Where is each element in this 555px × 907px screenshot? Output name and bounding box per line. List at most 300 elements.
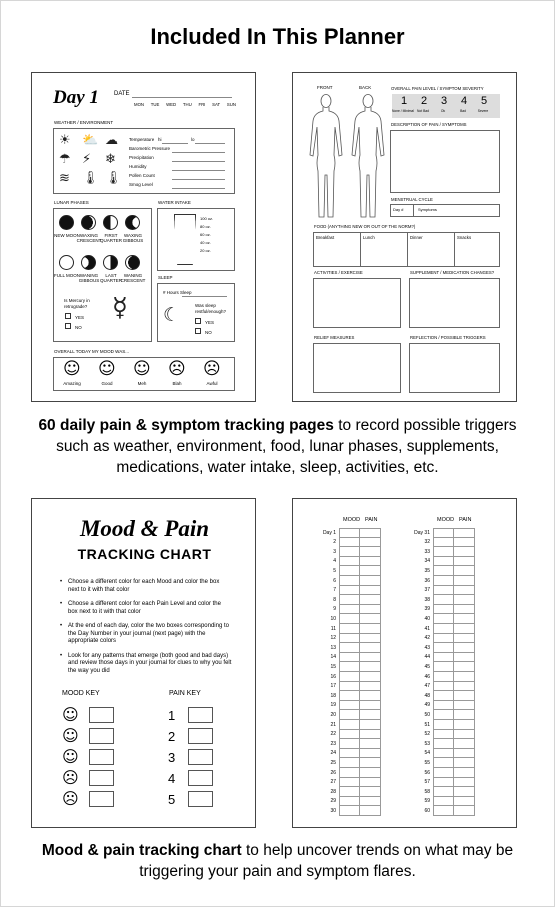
water-mark-label: 60 oz. [200, 232, 211, 237]
grid-pain-header-right: PAIN [459, 517, 472, 523]
severity-level-number: 4 [460, 95, 468, 107]
top-caption-bold: 60 daily pain & symptom tracking pages [38, 417, 334, 434]
pain-cell [360, 730, 381, 740]
instruction-item: • At the end of each day, color the two boxes corresponding to the Day Number in your journal (next page) with the appropriate colors [60, 623, 232, 646]
pain-cell [360, 605, 381, 615]
day-number-label: 58 [424, 788, 430, 795]
pain-cell [454, 778, 475, 788]
rain-icon: ☂ [59, 152, 71, 167]
weather-field-line [172, 179, 225, 180]
weather-field-line [172, 188, 225, 189]
day-number-label: 17 [330, 683, 336, 690]
pain-cell [454, 595, 475, 605]
mood-cell [433, 576, 454, 586]
mood-face-good-icon: ☺ [98, 359, 116, 379]
day-number-label: 7 [333, 587, 336, 594]
mood-cell [339, 538, 360, 548]
mood-cell [339, 768, 360, 778]
mood-cell [339, 643, 360, 653]
mood-label: Blah [172, 381, 182, 386]
meal-divider [454, 232, 455, 267]
pain-cell [454, 691, 475, 701]
mood-cell [433, 653, 454, 663]
severity-level-label: Severe [477, 109, 489, 113]
pain-key-color-box [188, 770, 213, 786]
meal-divider [407, 232, 408, 267]
mood-cell [339, 662, 360, 672]
mood-cell [339, 787, 360, 797]
day-number-label: 39 [424, 606, 430, 613]
mood-key-face-icon: ☹ [62, 768, 79, 787]
pain-cell [454, 672, 475, 682]
daily-tracking-page-preview [31, 72, 256, 402]
pain-cell [454, 547, 475, 557]
restful-yes: YES [205, 320, 215, 325]
pain-cell [360, 701, 381, 711]
weather-field-label: Barometric Pressure [129, 146, 171, 151]
severity-level-number: 5 [480, 95, 488, 107]
mood-face-awful-icon: ☹ [203, 359, 221, 379]
mood-cell [339, 624, 360, 634]
chart-title-script: Mood & Pain [79, 516, 210, 541]
pain-cell [454, 566, 475, 576]
sun-icon: ☀ [59, 133, 71, 148]
cloud-icon: ☁ [105, 133, 118, 148]
pain-key-level: 3 [168, 750, 176, 765]
moon-phase-label: FULL MOON [53, 273, 81, 278]
day-number-label: 23 [330, 740, 336, 747]
pain-cell [454, 768, 475, 778]
waxing-gibbous-icon [125, 215, 140, 230]
pain-cell [454, 653, 475, 663]
temperature-lo: lo [191, 137, 195, 142]
temperature-hi: hi [158, 137, 162, 142]
mood-cell [339, 614, 360, 624]
mood-cell [433, 682, 454, 692]
mood-cell [339, 595, 360, 605]
water-mark-label: 80 oz. [200, 224, 211, 229]
severity-level-label: Ok [440, 109, 446, 113]
pain-cell [360, 672, 381, 682]
back-label: BACK [359, 85, 372, 90]
pain-cell [360, 614, 381, 624]
pain-cell [454, 682, 475, 692]
mood-cell [339, 653, 360, 663]
body-back-outline [348, 93, 388, 223]
day-number-label: 9 [333, 606, 336, 613]
pain-cell [454, 806, 475, 816]
food-title: FOOD (ANYTHING NEW OR OUT OF THE NORM?) [314, 224, 416, 229]
pain-cell [360, 595, 381, 605]
day-number-label: 3 [333, 548, 336, 555]
day-number-label: 36 [424, 577, 430, 584]
waning-gibbous-icon [81, 255, 96, 270]
waxing-crescent-icon [81, 215, 96, 230]
instruction-list [60, 579, 232, 682]
mood-cell [339, 778, 360, 788]
reflection-box [409, 343, 500, 393]
mood-cell [433, 662, 454, 672]
day-number-label: 5 [333, 567, 336, 574]
day-number-label: 33 [424, 548, 430, 555]
day-number-label: 59 [424, 798, 430, 805]
pain-key-color-box [188, 791, 213, 807]
day-number-label: 22 [330, 731, 336, 738]
menstrual-title: MENSTRUAL CYCLE [391, 197, 433, 202]
pain-cell [454, 528, 475, 538]
pain-cell [360, 758, 381, 768]
partly-cloudy-icon: ⛅ [82, 133, 99, 148]
weekday-row [134, 102, 236, 107]
mood-cell [339, 566, 360, 576]
water-mark-label: 40 oz. [200, 240, 211, 245]
day-number-label: 30 [330, 807, 336, 814]
mood-cell [339, 557, 360, 567]
mood-cell [433, 538, 454, 548]
waning-crescent-icon [125, 255, 140, 270]
tracking-grid-page-preview [292, 498, 517, 828]
pain-cell [454, 701, 475, 711]
mood-cell [433, 557, 454, 567]
water-section-title: WATER INTAKE [158, 200, 191, 205]
day-number-label: 41 [424, 625, 430, 632]
day-number-label: 2 [333, 539, 336, 546]
pain-key-level: 2 [168, 729, 176, 744]
pain-cell [454, 739, 475, 749]
mood-label: Amazing [63, 381, 81, 386]
thermometer-hot-icon: 🌡 [82, 171, 99, 186]
mood-cell [433, 672, 454, 682]
moon-phase-label: NEW MOON [54, 233, 80, 238]
thermometer-cold-icon: 🌡 [105, 171, 122, 186]
pain-cell [360, 778, 381, 788]
moon-phase-label: FIRST QUARTER [100, 233, 122, 243]
day-number-label: 40 [424, 615, 430, 622]
front-label: FRONT [317, 85, 333, 90]
pain-cell [360, 538, 381, 548]
day-number-label: 10 [330, 615, 336, 622]
mood-cell [433, 528, 454, 538]
day-number-label: 49 [424, 702, 430, 709]
pain-cell [360, 576, 381, 586]
mood-cell [433, 547, 454, 557]
pain-cell [360, 528, 381, 538]
reflection-title: REFLECTION / POSSIBLE TRIGGERS [410, 335, 486, 340]
meal-label: Snacks [457, 235, 472, 240]
mood-cell [433, 778, 454, 788]
mood-cell [433, 586, 454, 596]
day-number-label: 42 [424, 635, 430, 642]
mood-cell [433, 566, 454, 576]
grid-mood-header-right: MOOD [437, 517, 455, 523]
day-number-label: 27 [330, 779, 336, 786]
weather-field-label: Precipitation [129, 155, 154, 160]
day-number-label: 14 [330, 654, 336, 661]
mood-cell [339, 806, 360, 816]
top-caption [20, 415, 535, 478]
chart-title-caps: TRACKING CHART [77, 546, 212, 562]
day-number-label: 38 [424, 596, 430, 603]
mercury-symbol-icon: ☿ [112, 293, 128, 323]
day-number-label: 52 [424, 731, 430, 738]
day-number-label: 32 [424, 539, 430, 546]
day-number-label: Day 1 [322, 529, 336, 536]
pain-cell [454, 730, 475, 740]
moon-phase-label: WANING GIBBOUS [78, 273, 100, 283]
day-number-label: 37 [424, 587, 430, 594]
mood-label: Good [101, 381, 113, 386]
weekday-fri: FRI [198, 102, 206, 107]
mood-cell [339, 710, 360, 720]
day-title: Day 1 [53, 87, 99, 108]
mood-cell [339, 720, 360, 730]
moon-phase-label: WAXING CRESCENT [76, 233, 102, 243]
day-number-label: 15 [330, 663, 336, 670]
day-number-label: 24 [330, 750, 336, 757]
day-number-label: 53 [424, 740, 430, 747]
severity-level-label: Bad [460, 109, 466, 113]
last-quarter-icon [103, 255, 118, 270]
pain-cell [360, 768, 381, 778]
relief-box [313, 343, 401, 393]
pain-key-level: 4 [168, 771, 176, 786]
mood-cell [433, 634, 454, 644]
day-number-label: 45 [424, 663, 430, 670]
severity-level-number: 2 [420, 95, 428, 107]
storm-icon: ⚡ [82, 152, 92, 167]
mood-key-color-box [89, 749, 114, 765]
meal-label: Breakfast [316, 235, 335, 240]
pain-cell [360, 547, 381, 557]
pain-key-level: 1 [168, 708, 176, 723]
bottom-caption [20, 840, 535, 882]
day-number-label: 46 [424, 673, 430, 680]
day-number-label: 8 [333, 596, 336, 603]
day-number-label: 43 [424, 644, 430, 651]
instruction-item: • Look for any patterns that emerge (both good and bad days) and review those days in your journal for clues to why you felt the way you did [60, 653, 232, 676]
day-number-label: 13 [330, 644, 336, 651]
grid-mood-header-left: MOOD [343, 517, 361, 523]
pain-key-level: 5 [168, 792, 176, 807]
mood-label: Awful [206, 381, 218, 386]
day-number-label: 12 [330, 635, 336, 642]
moon-phase-label: LAST QUARTER [100, 273, 122, 283]
pain-cell [360, 634, 381, 644]
mood-cell [433, 701, 454, 711]
severity-title: OVERALL PAIN LEVEL / SYMPTOM SEVERITY [391, 86, 484, 91]
mood-cell [339, 739, 360, 749]
day-number-label: 6 [333, 577, 336, 584]
mood-cell [433, 739, 454, 749]
activities-title: ACTIVITIES / EXERCISE [314, 270, 363, 275]
day-number-label: 28 [330, 788, 336, 795]
day-number-label: 54 [424, 750, 430, 757]
restful-question: Was sleep restful/enough? [195, 303, 227, 314]
pain-cell [360, 682, 381, 692]
mood-cell [339, 691, 360, 701]
day-number-label: Day 31 [414, 529, 430, 536]
mood-face-meh-icon: ☺ [133, 359, 151, 379]
pain-cell [360, 806, 381, 816]
pain-cell [454, 787, 475, 797]
pain-key-title: PAIN KEY [169, 690, 201, 697]
pain-cell [360, 797, 381, 807]
mood-face-amazing-icon: ☺ [63, 359, 81, 379]
pain-cell [360, 691, 381, 701]
pain-key-color-box [188, 707, 213, 723]
mood-cell [433, 605, 454, 615]
pain-cell [360, 586, 381, 596]
mercury-question: Is Mercury in retrograde? [64, 298, 90, 309]
mercury-yes: YES [75, 315, 85, 320]
mood-cell [433, 806, 454, 816]
mood-cell [433, 787, 454, 797]
pain-cell [454, 557, 475, 567]
moon-phase-label: WAXING GIBBOUS [122, 233, 144, 243]
mood-key-title: MOOD KEY [62, 690, 100, 697]
pain-cell [454, 749, 475, 759]
mood-cell [433, 768, 454, 778]
mercury-no: NO [75, 325, 82, 330]
mood-cell [433, 595, 454, 605]
body-front-outline [306, 93, 346, 223]
weekday-thu: THU [182, 102, 192, 107]
water-section [157, 208, 235, 271]
mood-section-title: OVERALL TODAY MY MOOD WAS... [54, 349, 130, 354]
weather-field-line [172, 161, 225, 162]
mood-cell [433, 720, 454, 730]
mood-cell [339, 634, 360, 644]
supplement-box [409, 278, 500, 328]
lunar-section-title: LUNAR PHASES [54, 200, 89, 205]
pain-cell [454, 586, 475, 596]
mood-cell [433, 624, 454, 634]
restful-no: NO [205, 330, 212, 335]
mood-cell [339, 528, 360, 538]
pain-cell [360, 749, 381, 759]
day-number-label: 29 [330, 798, 336, 805]
hours-sleep-label: # Hours Sleep [163, 290, 192, 295]
day-number-label: 60 [424, 807, 430, 814]
mood-key-color-box [89, 791, 114, 807]
pain-cell [454, 624, 475, 634]
top-caption-text: to record possible triggers such as weather, environment, food, lunar phases, supplements, medications, water intake, sleep, activities, etc. [56, 417, 517, 476]
severity-level-label: Not Bad [417, 109, 429, 113]
pain-key-color-box [188, 749, 213, 765]
pain-cell [454, 797, 475, 807]
mood-key-color-box [89, 728, 114, 744]
mood-key-face-icon: ☺ [62, 705, 79, 724]
mood-key-color-box [89, 770, 114, 786]
first-quarter-icon [103, 215, 118, 230]
pain-symptom-page-preview [292, 72, 517, 402]
description-title: DESCRIPTION OF PAIN / SYMPTOMS [391, 122, 467, 127]
sleep-section-title: SLEEP [158, 275, 173, 280]
weather-field-label: Smog Level [129, 182, 153, 187]
mood-cell [433, 749, 454, 759]
severity-level-label: None / Minimal [392, 109, 414, 113]
weekday-tue: TUE [150, 102, 160, 107]
menstrual-symptoms-label: Symptoms [418, 207, 437, 212]
pain-cell [360, 653, 381, 663]
mood-cell [433, 797, 454, 807]
mood-cell [339, 547, 360, 557]
pain-cell [360, 720, 381, 730]
weather-field-label: Humidity [129, 164, 147, 169]
pain-cell [360, 624, 381, 634]
mood-cell [339, 586, 360, 596]
pain-cell [454, 643, 475, 653]
meal-label: Lunch [363, 235, 375, 240]
pain-cell [360, 662, 381, 672]
water-mark-label: 100 oz. [200, 216, 214, 221]
grid-pain-header-left: PAIN [365, 517, 378, 523]
meal-divider [360, 232, 361, 267]
mood-cell [433, 710, 454, 720]
weekday-wed: WED [166, 102, 177, 107]
pain-cell [454, 710, 475, 720]
day-number-label: 26 [330, 769, 336, 776]
mood-cell [339, 730, 360, 740]
mood-cell [433, 730, 454, 740]
pain-cell [454, 662, 475, 672]
mood-cell [433, 691, 454, 701]
day-number-label: 11 [330, 625, 336, 632]
mood-cell [339, 682, 360, 692]
date-label: DATE [114, 91, 130, 97]
mood-cell [433, 614, 454, 624]
mood-cell [339, 701, 360, 711]
day-number-label: 57 [424, 779, 430, 786]
meal-label: Dinner [410, 235, 423, 240]
pain-cell [360, 787, 381, 797]
day-number-label: 25 [330, 759, 336, 766]
pain-cell [454, 720, 475, 730]
mood-cell [339, 605, 360, 615]
pain-cell [360, 710, 381, 720]
mood-cell [433, 643, 454, 653]
day-number-label: 16 [330, 673, 336, 680]
pain-cell [454, 614, 475, 624]
mood-key-face-icon: ☺ [62, 726, 79, 745]
bottom-caption-text: to help uncover trends on what may be triggering your pain and symptom flares. [139, 842, 514, 880]
pain-cell [454, 605, 475, 615]
weather-field-line [172, 170, 225, 171]
mood-cell [339, 576, 360, 586]
mood-pain-chart-instructions-preview [31, 498, 256, 828]
wind-icon: ≋ [59, 171, 70, 186]
moon-phase-label: WANING CRESCENT [120, 273, 146, 283]
day-number-label: 55 [424, 759, 430, 766]
day-number-label: 19 [330, 702, 336, 709]
weather-field-label: Pollen Count [129, 173, 155, 178]
moon-sleep-icon: ☾ [163, 304, 181, 326]
menstrual-box [390, 204, 500, 217]
weekday-sat: SAT [212, 102, 221, 107]
day-number-label: 4 [333, 558, 336, 565]
day-number-label: 51 [424, 721, 430, 728]
pain-cell [360, 739, 381, 749]
weekday-mon: MON [134, 102, 145, 107]
pain-cell [360, 557, 381, 567]
weather-field-line [172, 152, 225, 153]
bottom-caption-bold: Mood & pain tracking chart [41, 842, 242, 859]
day-number-label: 50 [424, 711, 430, 718]
supplement-title: SUPPLEMENT / MEDICATION CHANGES? [410, 270, 495, 275]
mood-key-color-box [89, 707, 114, 723]
mood-label: Meh [137, 381, 147, 386]
new-moon-icon [59, 215, 74, 230]
